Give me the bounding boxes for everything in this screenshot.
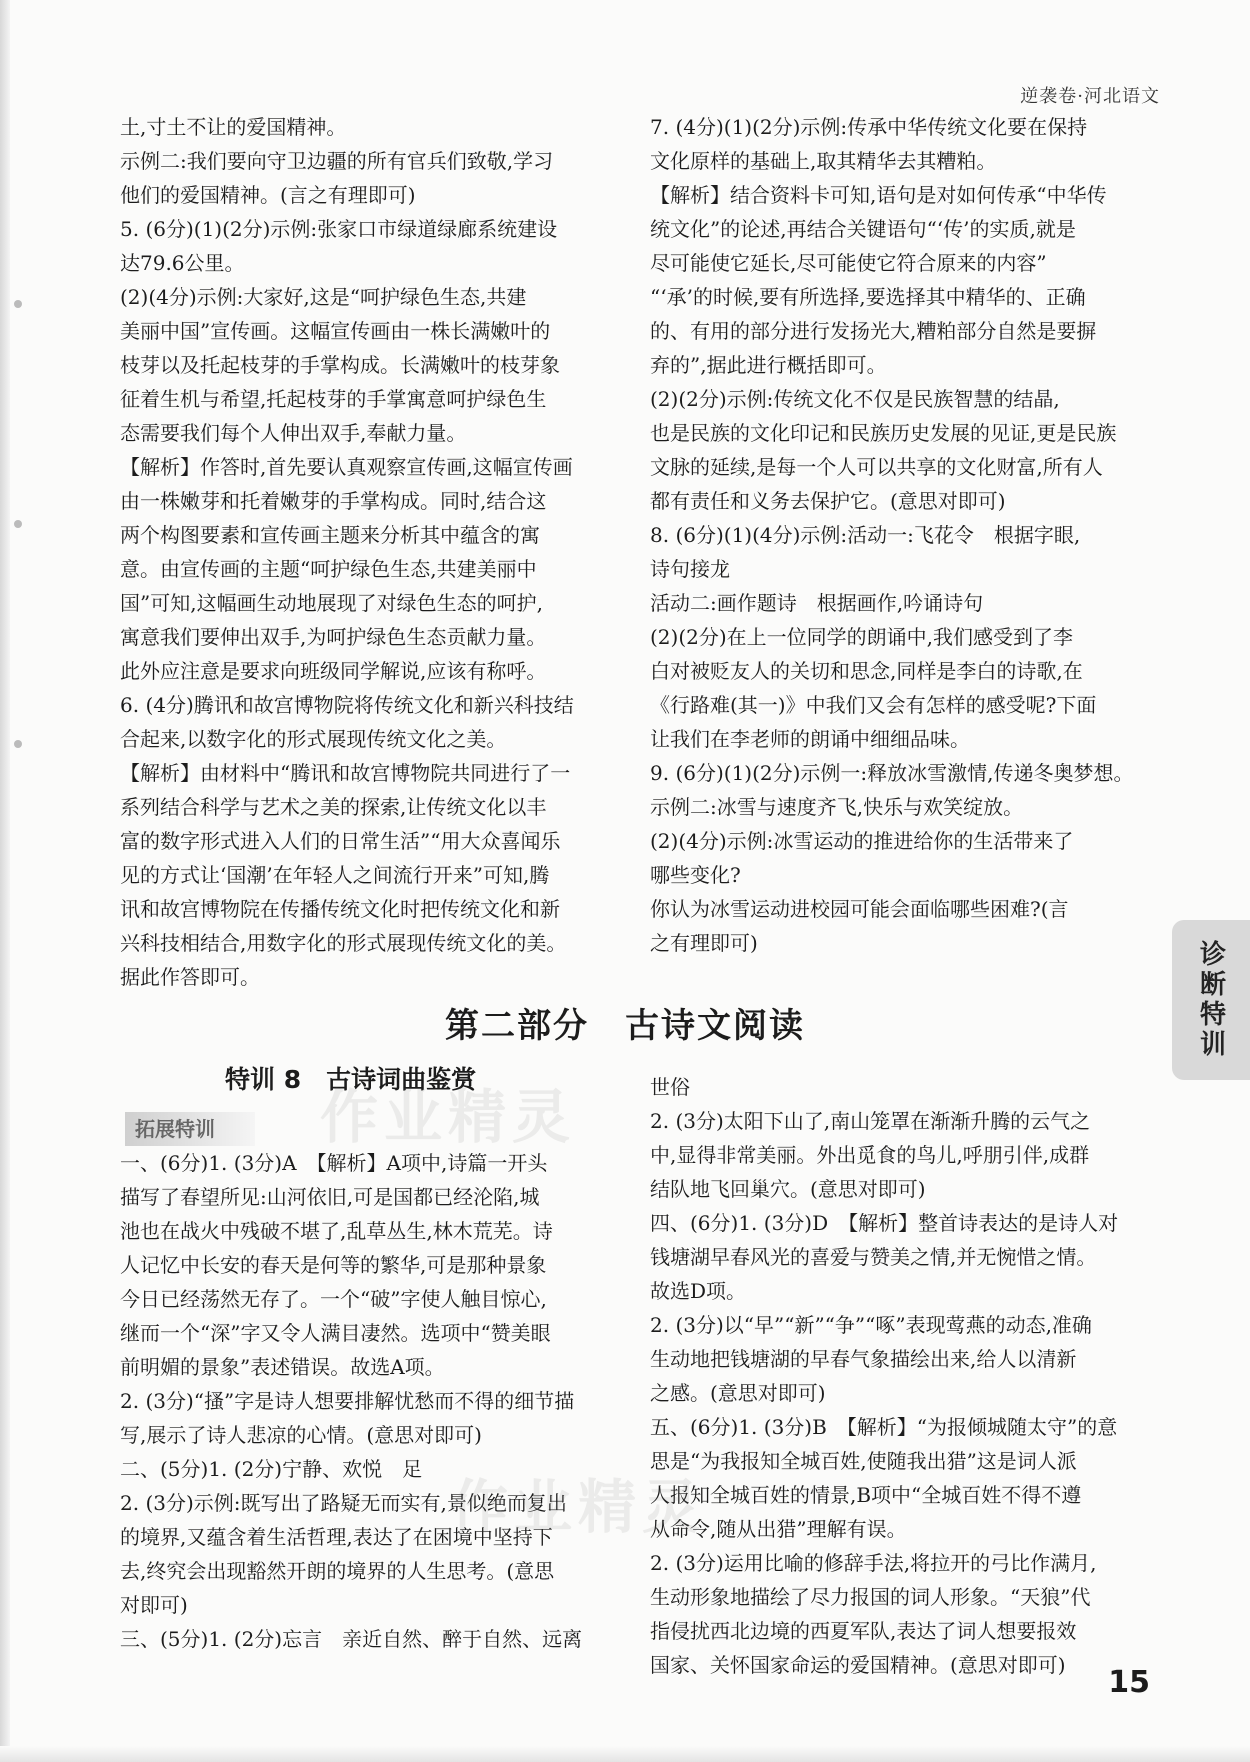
text-line: 据此作答即可。 [120,965,260,989]
text-line: 《行路难(其一)》中我们又会有怎样的感受呢?下面 [650,693,1097,717]
text-line: 三、(5分)1. (2分)忘言 亲近自然、醉于自然、远离 [120,1627,583,1651]
text-line: 美丽中国”宣传画。这幅宣传画由一株长满嫩叶的 [120,319,551,343]
text-line: 讯和故宫博物院在传播传统文化时把传统文化和新 [120,897,560,921]
text-line: 2. (3分)示例:既写出了路疑无而实有,景似绝而复出 [120,1491,567,1515]
text-line: 2. (3分)太阳下山了,南山笼罩在渐渐升腾的云气之 [650,1109,1091,1133]
text-line: 此外应注意是要求向班级同学解说,应该有称呼。 [120,659,547,683]
text-line: 哪些变化? [650,863,741,887]
text-line: 你认为冰雪运动进校园可能会面临哪些困难?(言 [650,897,1069,921]
text-line: 故选D项。 [650,1279,747,1303]
text-line: 都有责任和义务去保护它。(意思对即可) [650,489,1006,513]
text-line: 池也在战火中残破不堪了,乱草丛生,林木荒芜。诗 [120,1219,553,1243]
text-line: 国家、关怀国家命运的爱国精神。(意思对即可) [650,1653,1066,1677]
text-line: 人记忆中长安的春天是何等的繁华,可是那种景象 [120,1253,547,1277]
binding-hole [14,520,22,528]
text-line: 他们的爱国精神。(言之有理即可) [120,183,416,207]
section-title: 第二部分 古诗文阅读 [445,1006,805,1046]
text-line: 世俗 [650,1075,690,1099]
text-line: 寓意我们要伸出双手,为呵护绿色生态贡献力量。 [120,625,547,649]
text-line: 9. (6分)(1)(2分)示例一:释放冰雪激情,传递冬奥梦想。 [650,761,1134,785]
left-column-top [120,110,635,994]
binding-hole [14,300,22,308]
text-line: 文化原样的基础上,取其精华去其糟粕。 [650,149,997,173]
page-number: 15 [1108,1665,1150,1700]
watermark: 作业精灵 [450,1473,707,1541]
text-line: 示例二:我们要向守卫边疆的所有官兵们致敬,学习 [120,149,554,173]
text-line: 前明媚的景象”表述错误。故选A项。 [120,1355,445,1379]
text-line: 生动形象地描绘了尽力报国的词人形象。“天狼”代 [650,1585,1091,1609]
side-tab-label: 诊断特训 [1195,940,1226,1060]
text-line: 国”可知,这幅画生动地展现了对绿色生态的呵护, [120,591,543,615]
text-line: 之感。(意思对即可) [650,1381,826,1405]
text-line: 也是民族的文化印记和民族历史发展的见证,更是民族 [650,421,1117,445]
text-line: 四、(6分)1. (3分)D 【解析】整首诗表达的是诗人对 [650,1211,1119,1235]
text-line: 思是“为我报知全城百姓,使随我出猎”这是词人派 [650,1449,1077,1473]
right-column-bottom [650,1070,1150,1682]
text-line: 生动地把钱塘湖的早春气象描绘出来,给人以清新 [650,1347,1077,1371]
text-line: (2)(2分)示例:传统文化不仅是民族智慧的结晶, [650,387,1060,411]
right-column-top [650,110,1150,960]
text-line: 尽可能使它延长,尽可能使它符合原来的内容” [650,251,1047,275]
text-line: 【解析】作答时,首先要认真观察宣传画,这幅宣传画 [120,455,573,479]
text-line: 征着生机与希望,托起枝芽的手掌寓意呵护绿色生 [120,387,547,411]
page-header: 逆袭卷·河北语文 [1020,86,1160,107]
text-line: 之有理即可) [650,931,758,955]
text-line: 描写了春望所见:山河依旧,可是国都已经沦陷,城 [120,1185,540,1209]
scan-edge [0,0,10,1762]
left-column-bottom [120,1146,635,1656]
text-line: 2. (3分)以“早”“新”“争”“啄”表现莺燕的动态,准确 [650,1313,1092,1337]
subtitle: 特训 8 古诗词曲鉴赏 [225,1065,477,1094]
text-line: 意。由宣传画的主题“呵护绿色生态,共建美丽中 [120,557,537,581]
text-line: 中,显得非常美丽。外出觅食的鸟儿,呼朋引伴,成群 [650,1143,1090,1167]
text-line: 示例二:冰雪与速度齐飞,快乐与欢笑绽放。 [650,795,1024,819]
text-line: 见的方式让‘国潮’在年轻人之间流行开来”可知,腾 [120,863,550,887]
text-line: 钱塘湖早春风光的喜爱与赞美之情,并无惋惜之情。 [650,1245,1097,1269]
text-line: 文脉的延续,是每一个人可以共享的文化财富,所有人 [650,455,1103,479]
text-line: 写,展示了诗人悲凉的心情。(意思对即可) [120,1423,482,1447]
extension-tag: 拓展特训 [125,1112,255,1146]
text-line: (2)(4分)示例:冰雪运动的推进给你的生活带来了 [650,829,1074,853]
binding-hole [14,740,22,748]
text-line: 结队地飞回巢穴。(意思对即可) [650,1177,926,1201]
text-line: 活动二:画作题诗 根据画作,吟诵诗句 [650,591,984,615]
text-line: 二、(5分)1. (2分)宁静、欢悦 足 [120,1457,423,1481]
text-line: 今日已经荡然无存了。一个“破”字使人触目惊心, [120,1287,547,1311]
text-line: 态需要我们每个人伸出双手,奉献力量。 [120,421,467,445]
text-line: 的、有用的部分进行发扬光大,糟粕部分自然是要摒 [650,319,1097,343]
text-line: 从命令,随从出猎”理解有误。 [650,1517,907,1541]
text-line: 8. (6分)(1)(4分)示例:活动一:飞花令 根据字眼, [650,523,1081,547]
text-line: 人报知全城百姓的情景,B项中“全城百姓不得不遵 [650,1483,1082,1507]
text-line: 指侵扰西北边境的西夏军队,表达了词人想要报效 [650,1619,1077,1643]
text-line: 系列结合科学与艺术之美的探索,让传统文化以丰 [120,795,547,819]
watermark: 作业精灵 [320,1083,577,1151]
text-line: 7. (4分)(1)(2分)示例:传承中华传统文化要在保持 [650,115,1088,139]
text-line: 的境界,又蕴含着生活哲理,表达了在困境中坚持下 [120,1525,553,1549]
text-line: 土,寸土不让的爱国精神。 [120,115,347,139]
text-line: 【解析】结合资料卡可知,语句是对如何传承“中华传 [650,183,1107,207]
text-line: 2. (3分)运用比喻的修辞手法,将拉开的弓比作满月, [650,1551,1097,1575]
text-line: 两个构图要素和宣传画主题来分析其中蕴含的寓 [120,523,540,547]
text-line: 继而一个“深”字又令人满目凄然。选项中“赞美眼 [120,1321,551,1345]
side-tab [1172,920,1250,1080]
text-line: 弃的”,据此进行概括即可。 [650,353,887,377]
text-line: 去,终究会出现豁然开朗的境界的人生思考。(意思 [120,1559,555,1583]
text-line: 6. (4分)腾讯和故宫博物院将传统文化和新兴科技结 [120,693,574,717]
text-line: 富的数字形式进入人们的日常生活”“用大众喜闻乐 [120,829,561,853]
text-line: 一、(6分)1. (3分)A 【解析】A项中,诗篇一开头 [120,1151,548,1175]
text-line: “‘承’的时候,要有所选择,要选择其中精华的、正确 [650,285,1086,309]
text-line: 合起来,以数字化的形式展现传统文化之美。 [120,727,507,751]
text-line: 枝芽以及托起枝芽的手掌构成。长满嫩叶的枝芽象 [120,353,560,377]
text-line: 五、(6分)1. (3分)B 【解析】“为报倾城随太守”的意 [650,1415,1118,1439]
text-line: 诗句接龙 [650,557,730,581]
text-line: 由一株嫩芽和托着嫩芽的手掌构成。同时,结合这 [120,489,547,513]
text-line: 统文化”的论述,再结合关键语句“‘传’的实质,就是 [650,217,1076,241]
text-line: 对即可) [120,1593,188,1617]
text-line: 让我们在李老师的朗诵中细细品味。 [650,727,970,751]
text-line: 5. (6分)(1)(2分)示例:张家口市绿道绿廊系统建设 [120,217,558,241]
text-line: 【解析】由材料中“腾讯和故宫博物院共同进行了一 [120,761,571,785]
text-line: (2)(4分)示例:大家好,这是“呵护绿色生态,共建 [120,285,527,309]
text-line: 2. (3分)“搔”字是诗人想要排解忧愁而不得的细节描 [120,1389,575,1413]
text-line: 兴科技相结合,用数字化的形式展现传统文化的美。 [120,931,567,955]
text-line: (2)(2分)在上一位同学的朗诵中,我们感受到了李 [650,625,1074,649]
text-line: 达79.6公里。 [120,251,245,275]
text-line: 白对被贬友人的关切和思念,同样是李白的诗歌,在 [650,659,1083,683]
scan-bottom-edge [0,1746,1250,1762]
